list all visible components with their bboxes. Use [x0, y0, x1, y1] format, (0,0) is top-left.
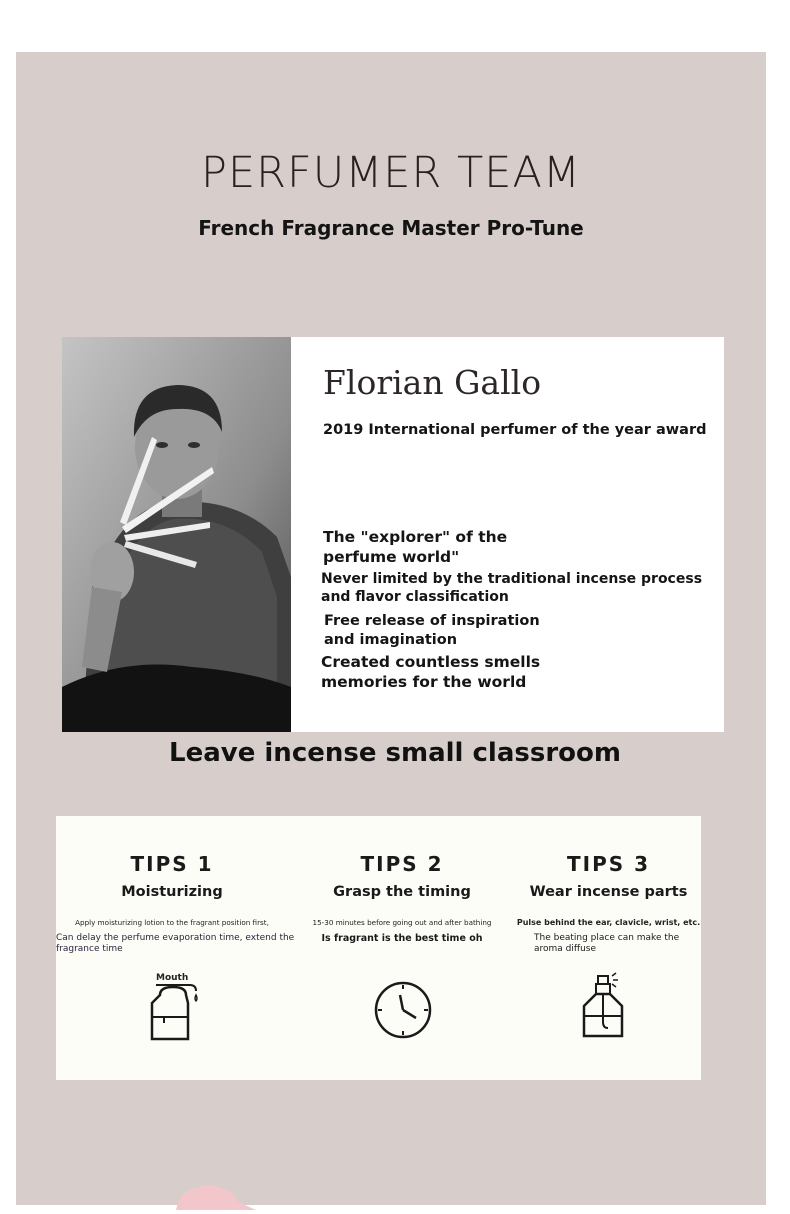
- clock-icon: [373, 980, 433, 1040]
- tip-3: [516, 816, 701, 1080]
- classroom-title: Leave incense small classroom: [169, 738, 621, 768]
- tip-subheading: Wear incense parts: [529, 884, 688, 900]
- tip-heading: TIPS 2: [360, 852, 444, 876]
- tip-subheading: Moisturizing: [121, 884, 223, 900]
- bio-paragraph-tradition: Never limited by the traditional incense process and flavor classification: [321, 571, 703, 606]
- tip-description: Apply moisturizing lotion to the fragrant position first,: [75, 918, 269, 927]
- tip-subheading: Grasp the timing: [333, 884, 471, 900]
- bio-paragraph-inspiration: Free release of inspiration and imagination: [324, 613, 540, 648]
- tip-heading: TIPS 3: [566, 852, 651, 876]
- portrait-illustration: [62, 337, 291, 732]
- perfumer-name: Florian Gallo: [323, 363, 542, 402]
- perfumer-award: 2019 International perfumer of the year award: [323, 422, 707, 438]
- tip-note: Is fragrant is the best time oh: [321, 933, 483, 944]
- bio-paragraph-memories: Created countless smells memories for the world: [321, 653, 541, 692]
- perfumer-profile-card: [62, 337, 724, 732]
- tip-2: [288, 816, 516, 1080]
- tip-heading: TIPS 1: [130, 852, 214, 876]
- icon-label: Mouth: [156, 973, 189, 983]
- decorative-blob: [172, 1180, 262, 1210]
- tip-note: Can delay the perfume evaporation time, extend the fragrance time: [56, 933, 295, 955]
- tip-1: [56, 816, 295, 1080]
- tip-description: Pulse behind the ear, clavicle, wrist, etc.: [516, 918, 701, 927]
- page-subtitle: French Fragrance Master Pro-Tune: [198, 216, 584, 240]
- bio-paragraph-explorer: The "explorer" of the perfume world": [323, 528, 508, 567]
- perfume-spray-bottle-icon: [578, 972, 638, 1042]
- page-title: PERFUMER TEAM: [201, 148, 581, 198]
- perfumer-photo: [62, 337, 291, 732]
- tip-note: The beating place can make the aroma diffuse: [534, 933, 680, 955]
- perfumer-bio: [291, 337, 724, 732]
- tip-description: 15-30 minutes before going out and after bathing: [312, 918, 492, 927]
- lotion-bottle-icon: [148, 973, 208, 1043]
- tips-panel: [56, 816, 701, 1080]
